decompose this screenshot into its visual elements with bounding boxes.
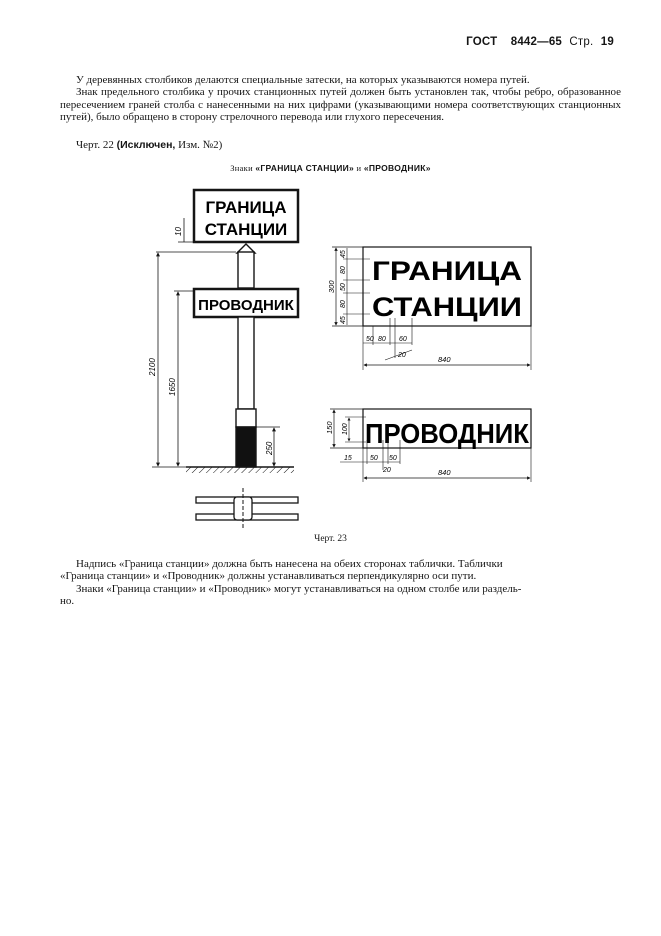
dim-s2-m2: 50 bbox=[389, 455, 397, 462]
figure-title-and: и bbox=[356, 163, 362, 173]
dim-s1-height: 300 bbox=[327, 280, 336, 293]
dim-s2-letter: 100 bbox=[342, 423, 349, 435]
closing-line-4: но. bbox=[60, 595, 75, 608]
dim-s2-height: 150 bbox=[325, 421, 334, 434]
dim-s1-mid: 50 bbox=[340, 283, 347, 291]
closing-line-3: Знаки «Граница станции» и «Проводник» могут устанавливаться на одном столбе или раздель- bbox=[76, 582, 522, 595]
closing-text bbox=[60, 558, 621, 608]
dim-s2-width: 840 bbox=[438, 468, 451, 477]
dim-base-band: 250 bbox=[265, 441, 274, 455]
post-sign2-text: ПРОВОДНИК bbox=[198, 297, 294, 314]
sign1-line1: ГРАНИЦА bbox=[372, 256, 522, 286]
dim-post-total: 2100 bbox=[148, 358, 157, 376]
post-sign1-line2: СТАНЦИИ bbox=[204, 220, 288, 239]
sign2-text: ПРОВОДНИК bbox=[365, 418, 530, 449]
dim-s2-left: 15 bbox=[344, 455, 352, 462]
standard-number: 8442—65 bbox=[510, 36, 563, 48]
post-base-band bbox=[236, 427, 256, 467]
rails-plan-view bbox=[196, 488, 298, 528]
dim-s1-bottom: 45 bbox=[340, 316, 347, 324]
page-label: Стр. bbox=[569, 36, 594, 48]
dim-s1-left: 50 bbox=[366, 336, 374, 343]
sign1-detail bbox=[327, 247, 531, 370]
dim-s1-gap: 60 bbox=[399, 336, 407, 343]
dim-post-lower: 1650 bbox=[168, 378, 177, 396]
closing-line-1: Надпись «Граница станции» должна быть нанесена на обеих сторонах таблички. Таблички bbox=[76, 558, 503, 570]
dim-s2-m1: 50 bbox=[370, 455, 378, 462]
post-shaft-lower bbox=[238, 317, 254, 409]
standard-label: ГОСТ bbox=[466, 36, 498, 48]
dim-s1-letter1: 80 bbox=[340, 266, 347, 274]
dim-s1-letter2: 80 bbox=[340, 300, 347, 308]
intro-paragraph-1: У деревянных столбиков делаются специальные затески, на которых указываются номера путей. bbox=[76, 74, 530, 86]
post-assembly bbox=[148, 190, 298, 528]
dim-s1-stroke: 20 bbox=[398, 352, 406, 359]
note-excluded: (Исключен, bbox=[116, 139, 176, 151]
sign1-line2: СТАНЦИИ bbox=[372, 292, 522, 322]
figure-title-sign1: «ГРАНИЦА СТАНЦИИ» bbox=[255, 163, 355, 173]
note-suffix: Изм. №2) bbox=[178, 139, 223, 151]
dim-s1-letter-w: 80 bbox=[378, 336, 386, 343]
post-shaft-upper bbox=[238, 252, 254, 288]
intro-paragraph-2: Знак предельного столбика у прочих станционных путей должен быть установлен так, чтобы ребро, образованное пересечением граней столба с нанесенными на них цифрами (указывающими номера соответствующих станционных путей), было обращено в сторону стрелочного перевода или глухого пересечения. bbox=[60, 86, 621, 124]
figure-title-prefix: Знаки bbox=[230, 163, 253, 173]
closing-line-2: «Граница станции» и «Проводник» должны устанавливаться перпендикулярно оси пути. bbox=[60, 570, 477, 583]
note-prefix: Черт. 22 bbox=[76, 139, 114, 151]
dim-post-gap: 10 bbox=[174, 227, 183, 236]
sign2-detail bbox=[325, 409, 531, 482]
post-sign1-line1: ГРАНИЦА bbox=[205, 198, 287, 217]
figure-caption: Черт. 23 bbox=[314, 534, 347, 544]
page-number: 19 bbox=[600, 36, 614, 48]
figure-title-sign2: «ПРОВОДНИК» bbox=[363, 163, 431, 173]
dim-s1-width: 840 bbox=[438, 355, 451, 364]
dim-s2-stroke: 20 bbox=[383, 467, 391, 474]
dim-s1-top: 45 bbox=[340, 250, 347, 258]
